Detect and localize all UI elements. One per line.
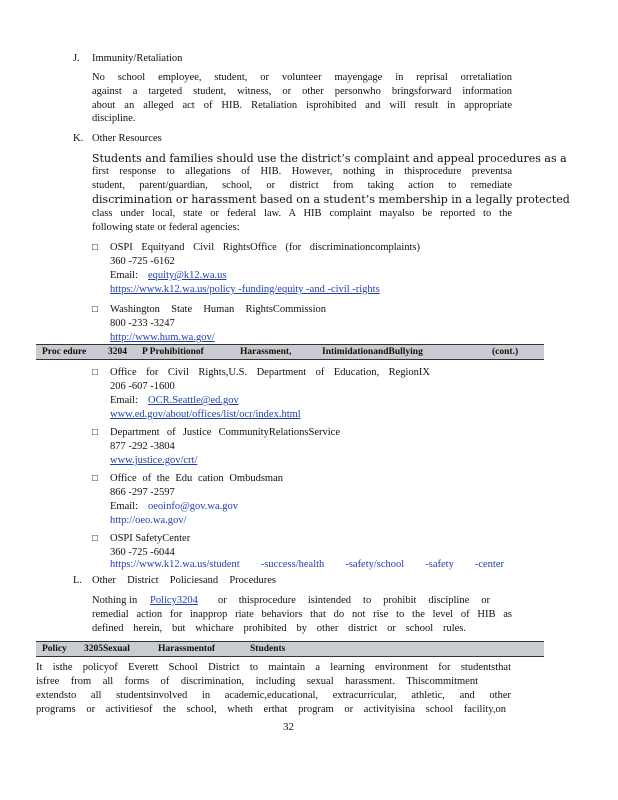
section-l-line-2: remedial action for inapprop riate behaviors that do not rise to the level of HIB as bbox=[92, 609, 512, 620]
section-l-line-1-post: or thisprocedure isintended to prohibit discipline or bbox=[218, 595, 490, 606]
section-l-line-3: defined herein, but whichare prohibited by other district or school rules. bbox=[92, 623, 466, 634]
section-k-heading: Other Resources bbox=[92, 133, 162, 144]
section-k-line-5: class under local, state or federal law. A HIB complaint mayalso be reported to the bbox=[92, 208, 512, 219]
section-j-letter: J. bbox=[73, 53, 80, 64]
section-k-line-2: first response to allegations of HIB. However, nothing in thisprocedure preventsa bbox=[92, 166, 512, 177]
agency-6-phone: 360 -725 -6044 bbox=[110, 547, 175, 558]
agency-5-email[interactable]: oeoinfo@gov.wa.gov bbox=[148, 501, 239, 512]
agency-5-email-label: Email: bbox=[110, 501, 138, 512]
policy-line-4: programs or activitiesof the school, wheth erthat program or activityisina school facility,on bbox=[36, 704, 506, 715]
agency-3-phone: 206 -607 -1600 bbox=[110, 381, 175, 392]
band1-col-2: 3204 bbox=[108, 347, 127, 357]
bullet-icon: □ bbox=[92, 473, 99, 484]
policy-header-band bbox=[36, 641, 544, 657]
section-l-heading: Other District Policiesand Procedures bbox=[92, 575, 276, 586]
band2-col-2: 3205Sexual bbox=[84, 644, 130, 654]
section-k-letter: K. bbox=[73, 133, 84, 144]
section-j-heading: Immunity/Retaliation bbox=[92, 53, 183, 64]
section-k-line-6: following state or federal agencies: bbox=[92, 222, 240, 233]
agency-3-email-label: Email: bbox=[110, 395, 138, 406]
agency-6-url[interactable]: https://www.k12.wa.us/student -success/health -safety/school -safety -center bbox=[110, 559, 504, 570]
policy-line-3: extendsto all studentsinvolved in academic,educational, extracurricular, athletic, and other bbox=[36, 690, 511, 701]
section-j-line-3: about an alleged act of HIB. Retaliation isprohibited and will result in appropriate bbox=[92, 100, 512, 111]
page-number: 32 bbox=[283, 721, 294, 733]
agency-2-phone: 800 -233 -3247 bbox=[110, 318, 175, 329]
agency-1-url-link[interactable]: https://www.k12.wa.us/policy -funding/equity -and -civil -rights bbox=[110, 284, 380, 295]
bullet-icon: □ bbox=[92, 533, 99, 544]
agency-1-email-label: Email: bbox=[110, 270, 138, 281]
band1-col-5: IntimidationandBullying bbox=[322, 347, 423, 357]
band2-col-1: Policy bbox=[42, 644, 67, 654]
section-j-line-1: No school employee, student, or volunteer mayengage in reprisal orretaliation bbox=[92, 72, 512, 83]
agency-5-url[interactable]: http://oeo.wa.gov/ bbox=[110, 515, 187, 526]
policy-3204-link[interactable]: Policy3204 bbox=[150, 595, 198, 606]
agency-1-phone: 360 -725 -6162 bbox=[110, 256, 175, 267]
agency-2-url-link[interactable]: http://www.hum.wa.gov/ bbox=[110, 332, 215, 343]
band1-col-1: Proc edure bbox=[42, 347, 87, 357]
section-l-line-1-pre: Nothing in bbox=[92, 595, 138, 606]
band2-col-3: Harassmentof bbox=[158, 644, 215, 654]
band1-col-4: Harassment, bbox=[240, 347, 292, 357]
agency-2-name: Washington State Human RightsCommission bbox=[110, 304, 326, 315]
band1-col-6: (cont.) bbox=[492, 347, 519, 357]
procedure-header-band bbox=[36, 344, 544, 360]
section-j-line-4: discipline. bbox=[92, 113, 136, 124]
section-k-line-1: Students and families should use the district’s complaint and appeal procedures as a bbox=[92, 152, 567, 165]
band1-col-3: P Prohibitionof bbox=[142, 347, 204, 357]
agency-4-url-link[interactable]: www.justice.gov/crt/ bbox=[110, 455, 198, 466]
agency-1-name: OSPI Equityand Civil RightsOffice (for discriminationcomplaints) bbox=[110, 242, 420, 253]
bullet-icon: □ bbox=[92, 304, 99, 315]
agency-1-email-link[interactable]: equity@k12.wa.us bbox=[148, 270, 227, 281]
section-j-line-2: against a targeted student, witness, or other personwho bringsforward information bbox=[92, 86, 512, 97]
agency-6-name: OSPI SafetyCenter bbox=[110, 533, 191, 544]
section-l-letter: L. bbox=[73, 575, 83, 586]
band2-col-4: Students bbox=[250, 644, 286, 654]
agency-4-phone: 877 -292 -3804 bbox=[110, 441, 175, 452]
bullet-icon: □ bbox=[92, 242, 99, 253]
bullet-icon: □ bbox=[92, 367, 99, 378]
agency-3-name: Office for Civil Rights,U.S. Department of Education, RegionIX bbox=[110, 367, 430, 378]
policy-line-2: isfree from all forms of discrimination, including sexual harassment. Thiscommitment bbox=[36, 676, 478, 687]
bullet-icon: □ bbox=[92, 427, 99, 438]
agency-5-name: Office of the Edu cation Ombudsman bbox=[110, 473, 283, 484]
section-k-line-3: student, parent/guardian, school, or district from taking action to remediate bbox=[92, 180, 512, 191]
agency-3-email-link[interactable]: OCR.Seattle@ed.gov bbox=[148, 395, 239, 406]
policy-line-1: It isthe policyof Everett School District to maintain a learning environment for studentsthat bbox=[36, 662, 511, 673]
section-k-line-4: discrimination or harassment based on a student’s membership in a legally protected bbox=[92, 193, 570, 206]
agency-5-phone: 866 -297 -2597 bbox=[110, 487, 175, 498]
agency-4-name: Department of Justice CommunityRelationsService bbox=[110, 427, 340, 438]
agency-3-url-link[interactable]: www.ed.gov/about/offices/list/ocr/index.html bbox=[110, 409, 301, 420]
